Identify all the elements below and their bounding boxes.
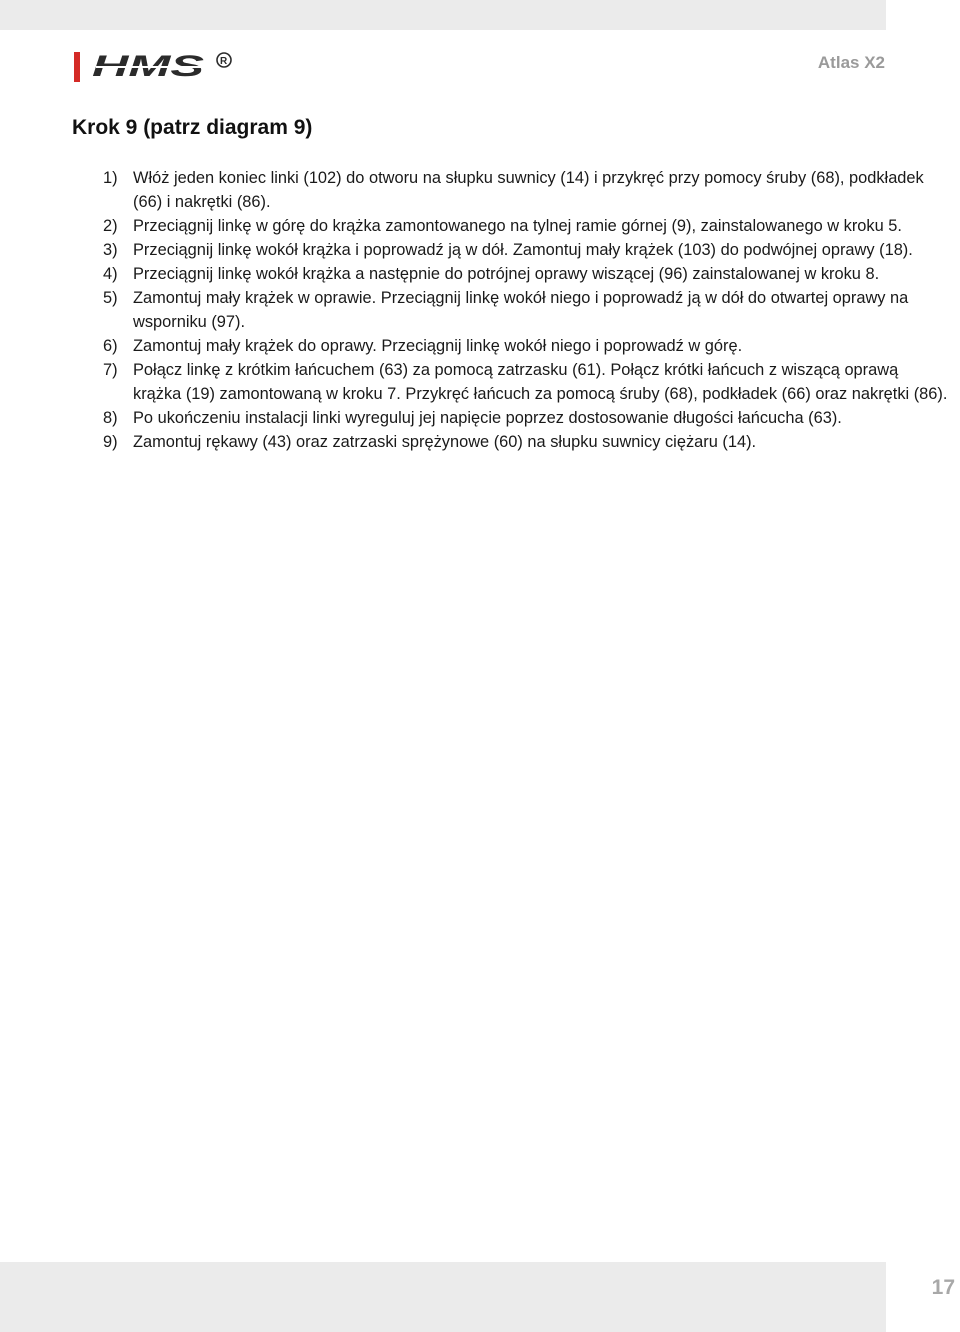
list-item (103, 334, 948, 358)
list-item (103, 358, 948, 406)
document-title: Atlas X2 (817, 53, 885, 72)
item-number: 8) (103, 409, 118, 427)
footer-band (0, 1262, 886, 1332)
item-text: Włóż jeden koniec linki (102) do otworu na słupku suwnicy (14) i przykręć przy pomocy śruby (68), podkładek (66) i nakrętki (86). (133, 169, 924, 211)
item-number: 2) (103, 217, 118, 235)
item-number: 7) (103, 361, 118, 379)
item-text: Zamontuj mały krążek do oprawy. Przeciągnij linkę wokół niego i poprowadź w górę. (133, 337, 743, 355)
item-number: 3) (103, 241, 118, 259)
page-number: 17 (931, 1276, 955, 1299)
item-text: Przeciągnij linkę wokół krążka i poprowadź ją w dół. Zamontuj mały krążek (103) do podwójnej oprawy (18). (133, 241, 913, 259)
list-item (103, 238, 948, 262)
item-number: 9) (103, 433, 118, 451)
step-heading: Krok 9 (patrz diagram 9) (72, 116, 313, 139)
list-item (103, 430, 948, 454)
item-number: 5) (103, 289, 118, 307)
header-band (0, 0, 886, 30)
instruction-list (103, 166, 948, 454)
list-item (103, 214, 948, 238)
list-item (103, 166, 948, 214)
item-number: 1) (103, 169, 118, 187)
list-item (103, 286, 948, 334)
list-item (103, 262, 948, 286)
svg-text:R: R (220, 56, 228, 67)
hms-logo-mark (74, 50, 244, 84)
item-text: Przeciągnij linkę wokół krążka a następnie do potrójnej oprawy wiszącej (96) zainstalowanej w kroku 8. (133, 265, 880, 283)
item-number: 4) (103, 265, 118, 283)
item-text: Połącz linkę z krótkim łańcuchem (63) za pomocą zatrzasku (61). Połącz krótki łańcuch z wiszącą oprawą krążka (19) zamontowaną w kroku 7. Przykręć łańcuch za pomocą śruby (68), podkładek (66) oraz nakrętki (86). (133, 361, 948, 403)
item-text: Po ukończeniu instalacji linki wyreguluj jej napięcie poprzez dostosowanie długości łańcucha (63). (133, 409, 842, 427)
list-item (103, 406, 948, 430)
item-text: Zamontuj mały krążek w oprawie. Przeciągnij linkę wokół niego i poprowadź ją w dół do otwartej oprawy na wsporniku (97). (133, 289, 909, 331)
item-text: Przeciągnij linkę w górę do krążka zamontowanego na tylnej ramie górnej (9), zainstalowanego w kroku 5. (133, 217, 902, 235)
item-text: Zamontuj rękawy (43) oraz zatrzaski sprężynowe (60) na słupku suwnicy ciężaru (14). (133, 433, 757, 451)
hms-logo (74, 50, 244, 84)
item-number: 6) (103, 337, 118, 355)
logo-text: HMS (92, 50, 204, 83)
